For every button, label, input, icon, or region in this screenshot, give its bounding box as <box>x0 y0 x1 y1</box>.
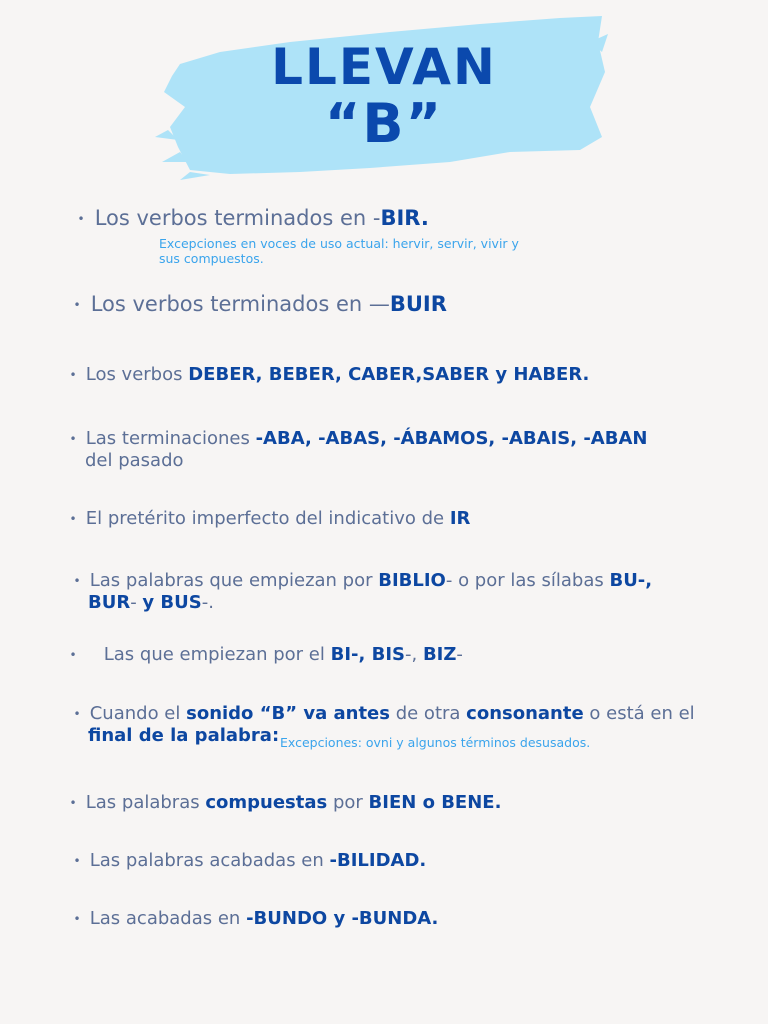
rule-emphasis: consonante <box>466 703 584 724</box>
rule-text: Las acabadas en <box>89 908 247 929</box>
rule-text: Las palabras que empiezan por <box>89 570 379 591</box>
rule-text: de otra <box>389 703 467 724</box>
bullet-icon: • <box>73 854 81 868</box>
bullet-icon: • <box>69 432 77 446</box>
rule-text: -. <box>201 592 214 613</box>
rule-emphasis: compuestas <box>205 792 328 813</box>
rule-item <box>66 364 589 385</box>
rule-emphasis: BIBLIO <box>378 570 446 591</box>
rule-emphasis: IR <box>449 508 471 529</box>
bullet-icon: • <box>73 298 81 312</box>
rule-emphasis: BU-, <box>609 570 653 591</box>
rule-item <box>70 908 438 929</box>
bullet-icon: • <box>69 512 77 526</box>
rule-emphasis: BUIR <box>389 292 447 316</box>
rule-emphasis: BIEN o BENE. <box>368 792 502 813</box>
rule-item <box>66 508 470 529</box>
rule-text: - <box>456 644 463 665</box>
rule-text: Las palabras <box>85 792 206 813</box>
rule-item <box>70 292 447 316</box>
rule-emphasis: final de la palabra: <box>88 725 280 746</box>
bullet-icon: • <box>73 574 81 588</box>
rule-text: Cuando el <box>89 703 187 724</box>
rule-item <box>70 570 652 591</box>
rule-item <box>66 644 463 665</box>
title-area <box>0 0 768 200</box>
rule-text: Los verbos terminados en — <box>90 292 390 316</box>
rule-item <box>66 428 647 449</box>
rule-emphasis: BIZ <box>422 644 457 665</box>
rule-emphasis: y BUS <box>142 592 202 613</box>
rule-text: - <box>130 592 143 613</box>
bullet-icon: • <box>69 796 77 810</box>
bullet-icon: • <box>69 648 77 662</box>
bullet-icon: • <box>77 212 85 226</box>
rule-text: por <box>327 792 369 813</box>
rule-item <box>70 850 426 871</box>
rule-emphasis: DEBER, BEBER, CABER,SABER y HABER. <box>188 364 590 385</box>
bullet-icon: • <box>73 707 81 721</box>
rule-item <box>66 792 501 813</box>
rule-item <box>74 206 429 230</box>
rule-emphasis: -BILIDAD. <box>329 850 427 871</box>
rule-text: -, <box>404 644 423 665</box>
rule-continuation <box>88 592 214 613</box>
rule-emphasis: BI-, BIS <box>330 644 405 665</box>
rule-text: Las terminaciones <box>85 428 256 449</box>
rule-text: Los verbos <box>85 364 189 385</box>
title-line-1: LLEVAN <box>271 38 497 96</box>
exception-note: Excepciones: ovni y algunos términos desusados. <box>280 735 591 750</box>
rule-continuation <box>88 725 279 746</box>
rule-text: Las que empiezan por el <box>103 644 331 665</box>
rule-emphasis: -BUNDO y -BUNDA. <box>246 908 439 929</box>
rule-emphasis: -ABA, -ABAS, -ÁBAMOS, -ABAIS, -ABAN <box>255 428 648 449</box>
rule-continuation: del pasado <box>85 450 184 471</box>
rule-emphasis: BIR. <box>380 206 429 230</box>
bullet-icon: • <box>69 368 77 382</box>
exception-note: Excepciones en voces de uso actual: hervir, servir, vivir y sus compuestos. <box>159 236 519 266</box>
rule-text: Las palabras acabadas en <box>89 850 330 871</box>
rule-item <box>70 703 695 724</box>
rule-text: - o por las sílabas <box>445 570 610 591</box>
rule-text: o está en el <box>583 703 695 724</box>
rule-emphasis: sonido “B” va antes <box>186 703 390 724</box>
title-line-2: “B” <box>324 92 444 155</box>
rule-text: El pretérito imperfecto del indicativo de <box>85 508 450 529</box>
rule-emphasis: BUR <box>88 592 131 613</box>
bullet-icon: • <box>73 912 81 926</box>
rule-text: Los verbos terminados en - <box>94 206 381 230</box>
